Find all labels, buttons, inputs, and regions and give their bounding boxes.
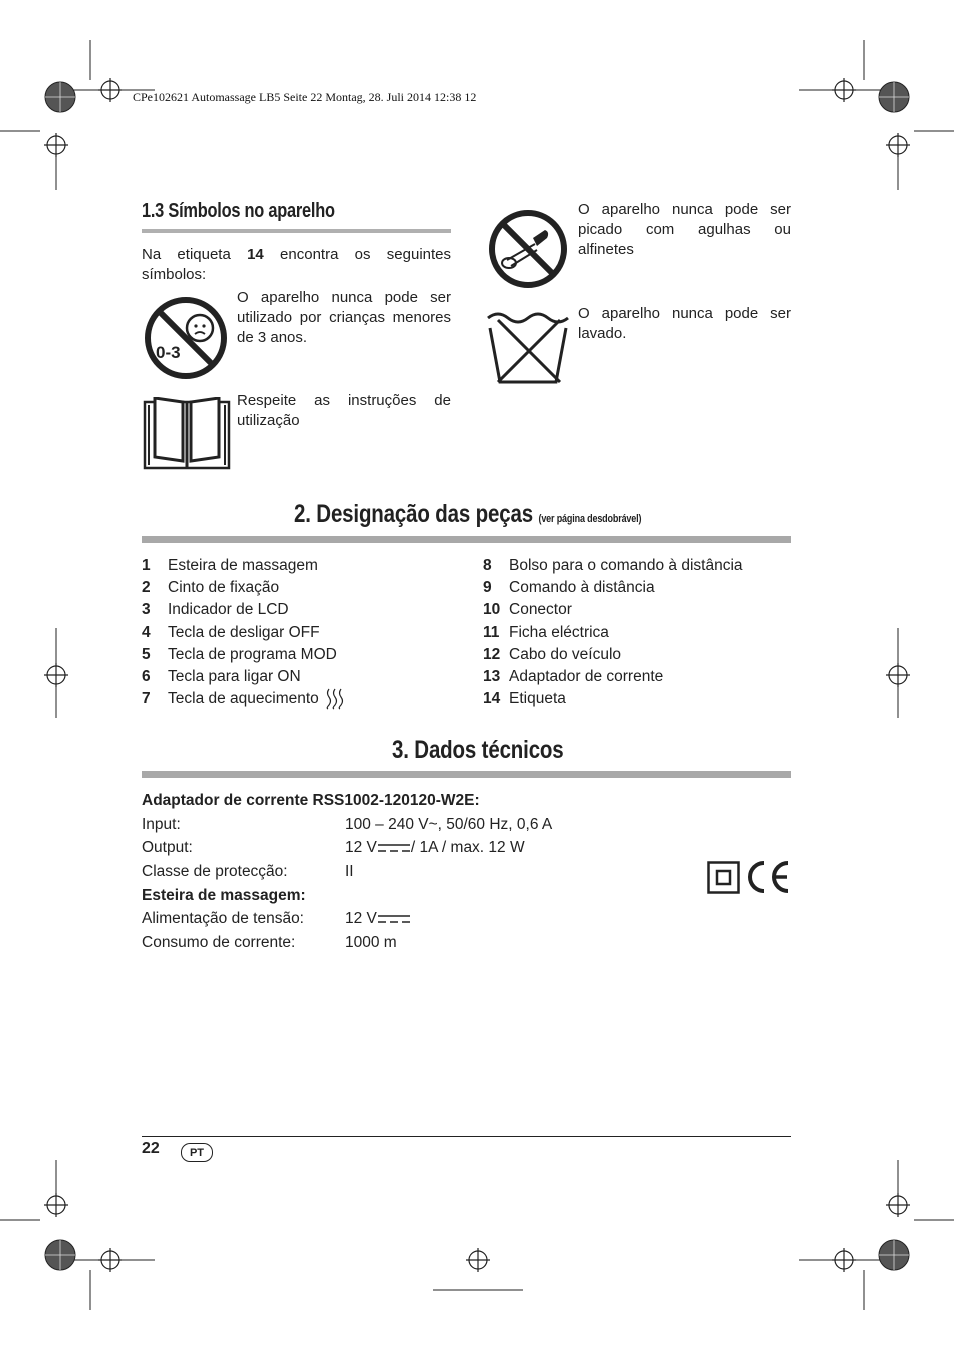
list-item: 12 Cabo do veículo (483, 645, 622, 663)
list-item: 8 Bolso para o comando à distância (483, 557, 743, 574)
list-item: 6 Tecla para ligar ON (142, 668, 301, 686)
table-row (142, 789, 662, 813)
age-label: 0-3 (156, 343, 181, 362)
parts-list-right (483, 555, 793, 710)
table-row: Consumo de corrente: 1000 m (142, 934, 397, 952)
table-row (142, 884, 662, 908)
section-1-3-rule (142, 229, 451, 233)
section-2-title (294, 500, 641, 529)
symbol-text-instructions: Respeite as instruções de utilização (237, 392, 451, 429)
list-item: 9 Comando à distância (483, 579, 655, 597)
section-3-title: 3. Dados técnicos (392, 736, 564, 764)
section-2-subtitle: (ver página desdobrável) (538, 513, 642, 525)
list-item: 2 Cinto de fixação (142, 579, 280, 597)
parts-list-left (142, 555, 462, 710)
ce-mark-icon (744, 859, 792, 895)
table-row: Classe de protecção: II (142, 863, 354, 881)
no-needles-pins-icon (487, 208, 569, 290)
list-item: 13 Adaptador de corrente (483, 668, 664, 686)
table-row: Output: 12 V / 1A / max. 12 W (142, 839, 525, 857)
intro-post: encontra os seguintes símbolos: (142, 246, 451, 283)
page-number: 22 (142, 1140, 160, 1157)
instruction-book-icon (143, 397, 231, 471)
list-item: 10 Conector (483, 601, 572, 619)
class-ii-icon (707, 861, 740, 894)
symbol-text-wash: O aparelho nunca pode ser lavado. (578, 305, 791, 342)
mat-heading: Esteira de massagem: (142, 886, 306, 904)
no-children-0-3-icon (143, 295, 229, 381)
tech-data-table (142, 789, 662, 955)
language-badge: PT (181, 1143, 213, 1162)
list-item: 7 Tecla de aquecimento (142, 688, 462, 710)
list-item: 1 Esteira de massagem (142, 557, 318, 574)
section-2-rule (142, 536, 791, 543)
do-not-wash-icon (486, 308, 570, 386)
intro-label-num: 14 (247, 246, 264, 263)
table-row: Input: 100 – 240 V~, 50/60 Hz, 0,6 A (142, 815, 553, 833)
section-2-title-text: 2. Designação das peças (294, 500, 533, 528)
print-header: CPe102621 Automassage LB5 Seite 22 Montag, 28. Juli 2014 12:38 12 (133, 90, 477, 104)
intro-pre: Na etiqueta (142, 246, 231, 263)
symbols-intro (142, 245, 451, 285)
table-row: Alimentação de tensão: 12 V (142, 907, 662, 931)
adapter-heading: Adaptador de corrente RSS1002-120120-W2E: (142, 792, 480, 809)
heat-waves-icon (325, 688, 345, 710)
list-item: 5 Tecla de programa MOD (142, 645, 337, 663)
symbol-text-children: O aparelho nunca pode ser utilizado por crianças menores de 3 anos. (237, 289, 451, 346)
dc-symbol-icon (378, 914, 410, 924)
section-1-3-title: 1.3 Símbolos no aparelho (142, 200, 335, 222)
footer-rule (142, 1136, 791, 1137)
section-3-rule (142, 771, 791, 778)
list-item: 11 Ficha eléctrica (483, 623, 609, 641)
dc-symbol-icon (378, 843, 410, 853)
list-item: 3 Indicador de LCD (142, 601, 289, 619)
list-item: 4 Tecla de desligar OFF (142, 623, 320, 641)
symbol-text-needles: O aparelho nunca pode ser picado com agulhas ou alfinetes (578, 201, 791, 258)
list-item: 14 Etiqueta (483, 690, 566, 708)
